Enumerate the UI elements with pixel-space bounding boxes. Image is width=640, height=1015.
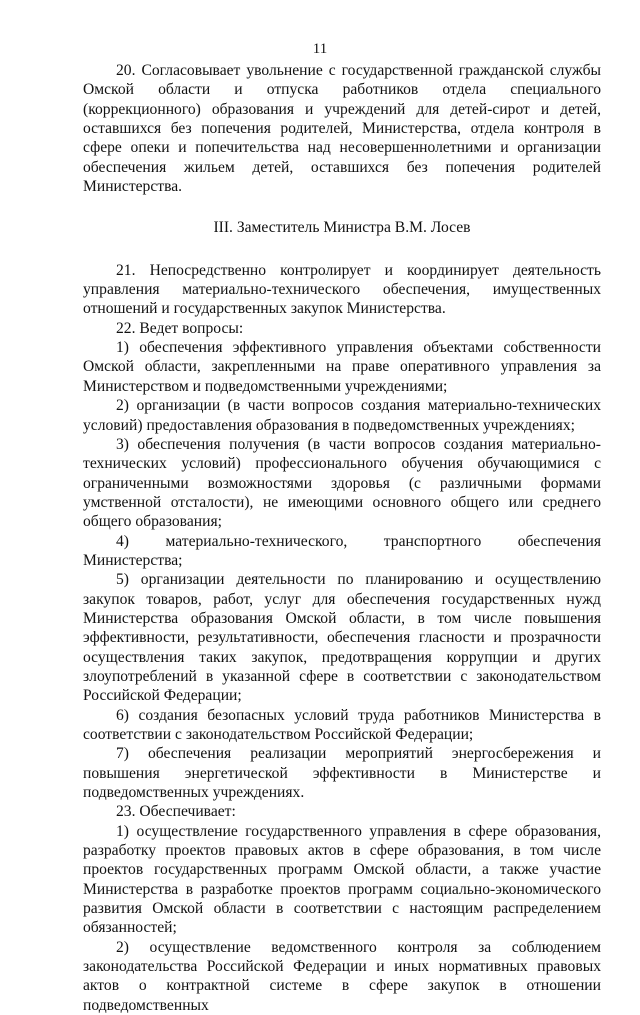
paragraph-22-item-1: 1) обеспечения эффективного управления объектами собственности Омской области, закрепленными на праве оперативного управления за Министерством и подведомственными учреждениями; [83, 339, 601, 395]
paragraph-22: 22. Ведет вопросы: [116, 319, 244, 337]
document-body [83, 61, 601, 1015]
paragraph-21: 21. Непосредственно контролирует и координирует деятельность управления материально-технического обеспечения, имущественных отношений и государственных закупок Министерства. [83, 261, 601, 318]
paragraph-22-item-7: 7) обеспечения реализации мероприятий энергосбережения и повышения энергетической эффективности в Министерстве и подведомственных учреждениях. [83, 745, 601, 802]
paragraph-22-item-5: 5) организации деятельности по планированию и осуществлению закупок товаров, работ, услуг для обеспечения государственных нужд Министерства образования Омской области, в том числе повышения эффективности, результативности, обеспечения гласности и прозрачности осуществления таких закупок, предотвращения коррупции и других злоупотреблений в указанной сфере в соответствии с законодательством Российской Федерации; [83, 571, 601, 705]
paragraph-22-item-2: 2) организации (в части вопросов создания материально-технических условий) предоставления образования в подведомственных учреждениях; [83, 397, 601, 434]
paragraph-22-item-6: 6) создания безопасных условий труда работников Министерства в соответствии с законодательством Российской Федерации; [83, 706, 601, 743]
paragraph-20: 20. Согласовывает увольнение с государственной гражданской службы Омской области и отпуска работников отдела специального (коррекционного) образования и учреждений для детей-сирот и детей, оставшихся без попечения родителей, Министерства, отдела контроля в сфере опеки и попечительства над несовершеннолетними и организации обеспечения жильем детей, оставшихся без попечения родителей Министерства. [83, 62, 601, 196]
paragraph-22-item-4: 4) материально-технического, транспортного обеспечения Министерства; [83, 532, 601, 569]
paragraph-23: 23. Обеспечивает: [116, 803, 236, 821]
page-number: 11 [312, 41, 328, 57]
paragraph-22-item-3: 3) обеспечения получения (в части вопросов создания материально-технических условий) профессионального обучения обучающимися с ограниченными возможностями здоровья (с различными формами умственной отсталости), не имеющими основного общего или среднего общего образования; [83, 435, 601, 531]
paragraph-23-item-1: 1) осуществление государственного управления в сфере образования, разработку проектов правовых актов в сфере образования, в том числе проектов государственных программ Омской области, а также участие Министерства в разработке проектов программ социально-экономического развития Омской области в соответствии с настоящим распределением обязанностей; [83, 822, 601, 937]
paragraph-23-item-2: 2) осуществление ведомственного контроля за соблюдением законодательства Российской Федерации и иных нормативных правовых актов о контрактной системе в сфере закупок в отношении подведомственных [83, 938, 601, 1014]
section-heading: III. Заместитель Министра В.М. Лосев [213, 219, 471, 237]
